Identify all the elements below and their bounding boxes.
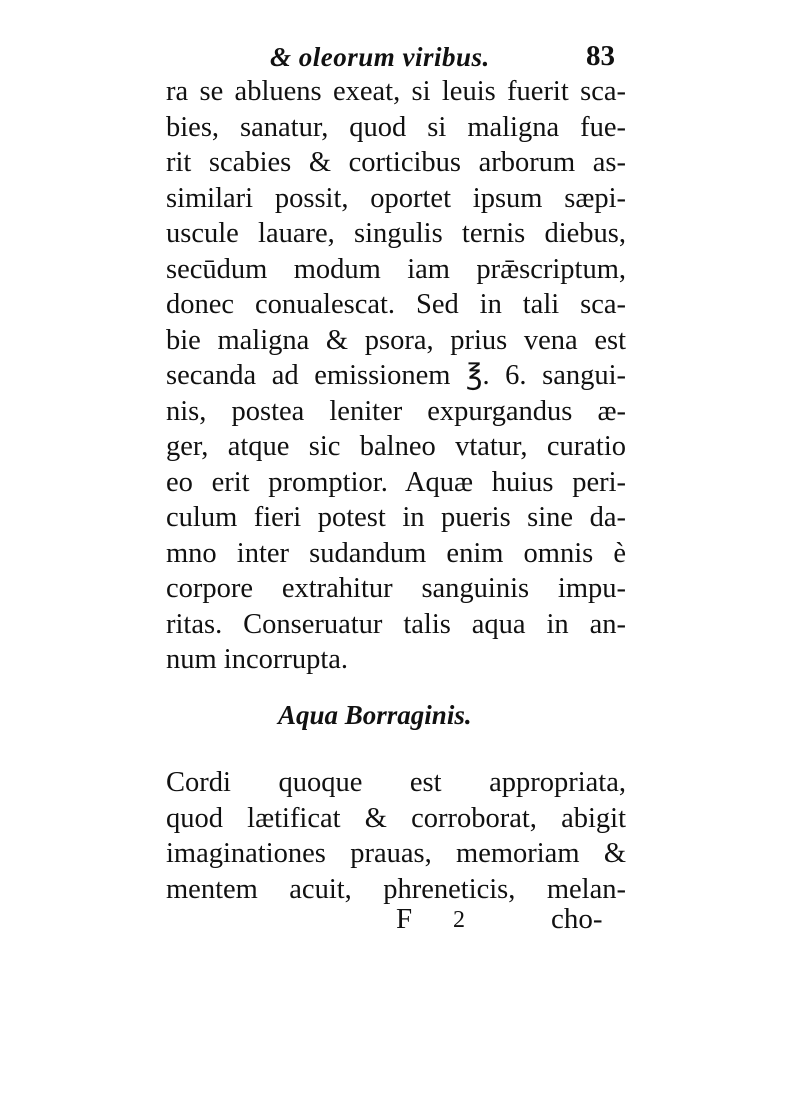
text-line: bie maligna & psora, prius vena est — [166, 324, 626, 356]
text-line: quod lætificat & corroborat, abigit — [166, 802, 626, 834]
text-line: imaginationes prauas, memoriam & — [166, 838, 626, 869]
text-line: mno inter sudandum enim omnis è — [166, 537, 626, 569]
text-line: secūdum modum iam prǣscriptum, — [166, 253, 626, 285]
text-line: num incorrupta. — [166, 644, 349, 675]
running-head: & oleorum viribus. — [270, 42, 490, 72]
text-line: nis, postea leniter expurgandus æ- — [166, 395, 626, 427]
paragraph-2 — [166, 765, 626, 907]
text-line: Cordi quoque est appropriata, — [166, 767, 626, 798]
paragraph-1 — [166, 74, 626, 678]
text-line: ritas. Conseruatur talis aqua in an- — [166, 608, 626, 640]
text-line: ger, atque sic balneo vtatur, curatio — [166, 431, 626, 462]
text-line: mentem acuit, phreneticis, melan- — [166, 873, 626, 905]
text-line: bies, sanatur, quod si maligna fue- — [166, 111, 626, 143]
text-line: rit scabies & corticibus arborum as- — [166, 147, 626, 178]
text-line: ra se abluens exeat, si leuis fuerit sca- — [166, 76, 626, 107]
text-line: secanda ad emissionem ℥. 6. sangui- — [166, 360, 626, 391]
signature-mark: F — [396, 903, 413, 935]
signature-number: 2 — [453, 907, 465, 933]
text-line: culum fieri potest in pueris sine da- — [166, 502, 626, 533]
text-line: uscule lauare, singulis ternis diebus, — [166, 218, 626, 249]
text-line: corpore extrahitur sanguinis impu- — [166, 573, 626, 604]
text-line: donec conualescat. Sed in tali sca- — [166, 289, 626, 320]
catchword: cho- — [551, 903, 603, 935]
text-line: similari possit, oportet ipsum sæpi- — [166, 182, 626, 214]
section-heading: Aqua Borraginis. — [278, 700, 472, 730]
page-number: 83 — [586, 40, 615, 72]
text-line: eo erit promptior. Aquæ huius peri- — [166, 466, 626, 498]
